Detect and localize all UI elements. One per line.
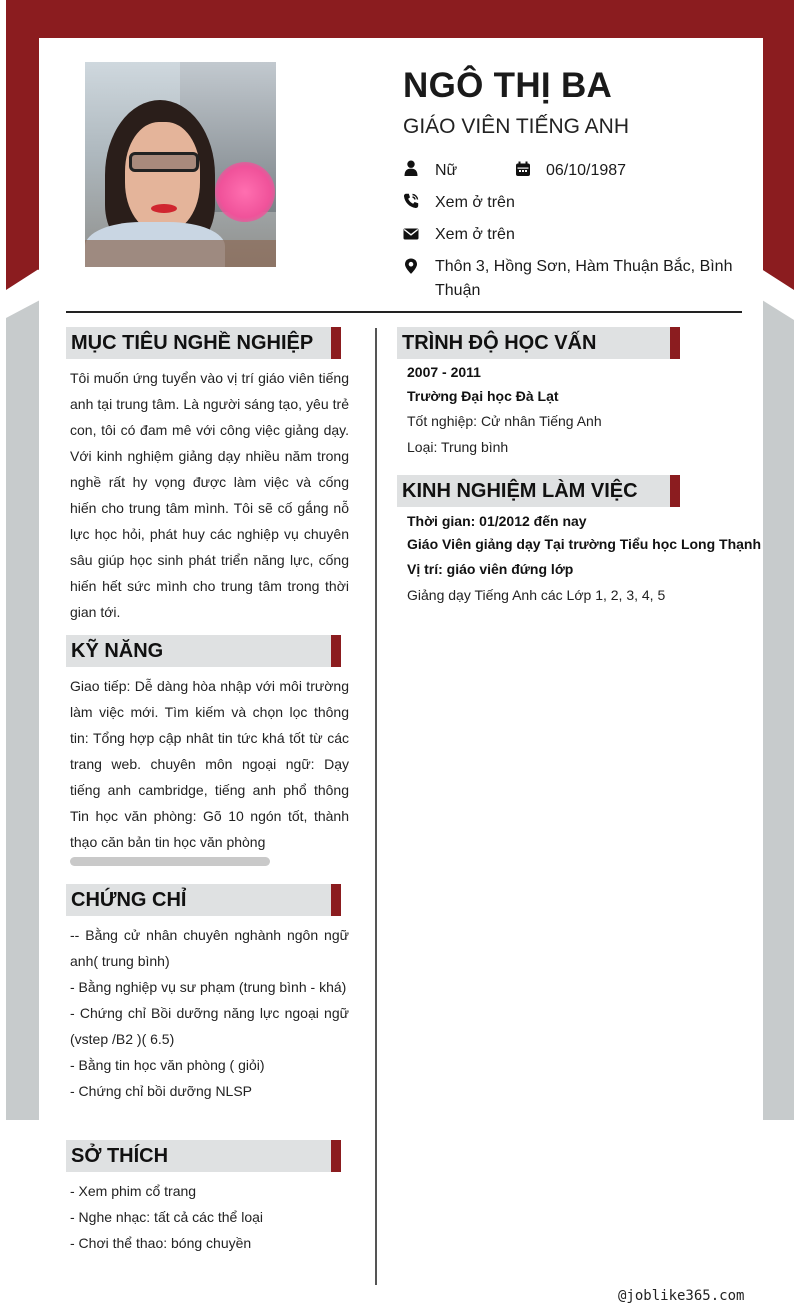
column-divider (375, 328, 377, 1285)
skills-heading (66, 635, 341, 667)
left-grey-panel (6, 300, 40, 1120)
job-title: GIÁO VIÊN TIẾNG ANH (403, 115, 629, 138)
birthdate-value: 06/10/1987 (546, 162, 627, 179)
list-item: - Xem phim cổ trang (70, 1183, 197, 1199)
education-degree: Tốt nghiệp: Cử nhân Tiếng Anh (407, 413, 602, 429)
gender-value: Nữ (435, 162, 458, 179)
person-icon (403, 160, 419, 176)
phone-value: Xem ở trên (435, 194, 515, 211)
education-grade: Loại: Trung bình (407, 439, 509, 455)
hobbies-list (70, 1178, 349, 1256)
experience-position: Vị trí: giáo viên đứng lớp (407, 561, 574, 577)
skills-text: Giao tiếp: Dễ dàng hòa nhập với môi trường làm việc mới. Tìm kiếm và chọn lọc thông tin: Tổng hợp cập nhât tin tức khá tốt từ các trang web. chuyên môn ngoại ngữ: Dạy tiếng anh cambridge, tiếng anh phổ thông Tin học văn phòng: Gõ 10 ngón tốt, thành thạo căn bản tin học văn phòng (70, 678, 349, 850)
list-item: -- Bằng cử nhân chuyên nghành ngôn ngữ anh( trung bình) (70, 927, 349, 969)
phone-icon (403, 193, 419, 209)
experience-period: Thời gian: 01/2012 đến nay (407, 513, 587, 529)
hobbies-heading-label: SỞ THÍCH (71, 1145, 169, 1167)
list-item: - Nghe nhạc: tất cả các thể loại (70, 1209, 263, 1225)
list-item: - Chứng chỉ Bồi dưỡng năng lực ngoại ngữ (vstep /B2 )( 6.5) (70, 1005, 349, 1047)
list-item: - Bằng tin học văn phòng ( giỏi) (70, 1057, 265, 1073)
experience-heading (397, 475, 680, 507)
envelope-icon (403, 226, 419, 242)
header-divider (66, 311, 742, 313)
skills-heading-label: KỸ NĂNG (71, 640, 164, 662)
skill-level-bar (70, 857, 270, 866)
list-item: - Chơi thể thao: bóng chuyền (70, 1235, 252, 1251)
education-heading-label: TRÌNH ĐỘ HỌC VẤN (402, 332, 597, 354)
hobbies-heading (66, 1140, 341, 1172)
right-grey-panel (762, 300, 794, 1120)
objective-text: Tôi muốn ứng tuyển vào vị trí giáo viên tiếng anh tại trung tâm. Là người sáng tạo, yêu trẻ con, tôi có đam mê với công việc giảng dạy. Với kinh nghiệm giảng dạy nhiều năm trong nghề rất hy vọng được làm việc và cống hiến cho trung tâm mình. Tôi sẽ cố gắng nỗ lực học hỏi, phát huy các nghiệp vụ chuyên sâu giúp học sinh phát triển năng lực, cống hiến hết sức mình cho trung tâm trong thời gian tới. (70, 370, 349, 620)
experience-description: Giảng dạy Tiếng Anh các Lớp 1, 2, 3, 4, 5 (407, 587, 666, 603)
education-heading (397, 327, 680, 359)
candidate-name: NGÔ THỊ BA (403, 66, 613, 105)
list-item: - Chứng chỉ bồi dưỡng NLSP (70, 1083, 253, 1099)
objective-heading-label: MỤC TIÊU NGHỀ NGHIỆP (71, 332, 314, 354)
objective-heading (66, 327, 341, 359)
experience-heading-label: KINH NGHIỆM LÀM VIỆC (402, 480, 638, 502)
education-school: Trường Đại học Đà Lạt (407, 388, 559, 404)
profile-photo (85, 62, 276, 267)
certificates-heading (66, 884, 341, 916)
list-item: - Bằng nghiệp vụ sư phạm (trung bình - khá) (70, 979, 347, 995)
experience-employer: Giáo Viên giảng dạy Tại trường Tiểu học Long Thạnh (407, 536, 762, 552)
education-period: 2007 - 2011 (407, 364, 481, 380)
email-value: Xem ở trên (435, 226, 515, 243)
certificates-list (70, 922, 349, 1104)
address-value: Thôn 3, Hồng Sơn, Hàm Thuận Bắc, Bình Thuận (435, 258, 733, 299)
map-pin-icon (403, 258, 419, 274)
watermark-footer: @joblike365.com (618, 1288, 745, 1304)
certificates-heading-label: CHỨNG CHỈ (71, 889, 187, 911)
calendar-icon (515, 161, 531, 177)
